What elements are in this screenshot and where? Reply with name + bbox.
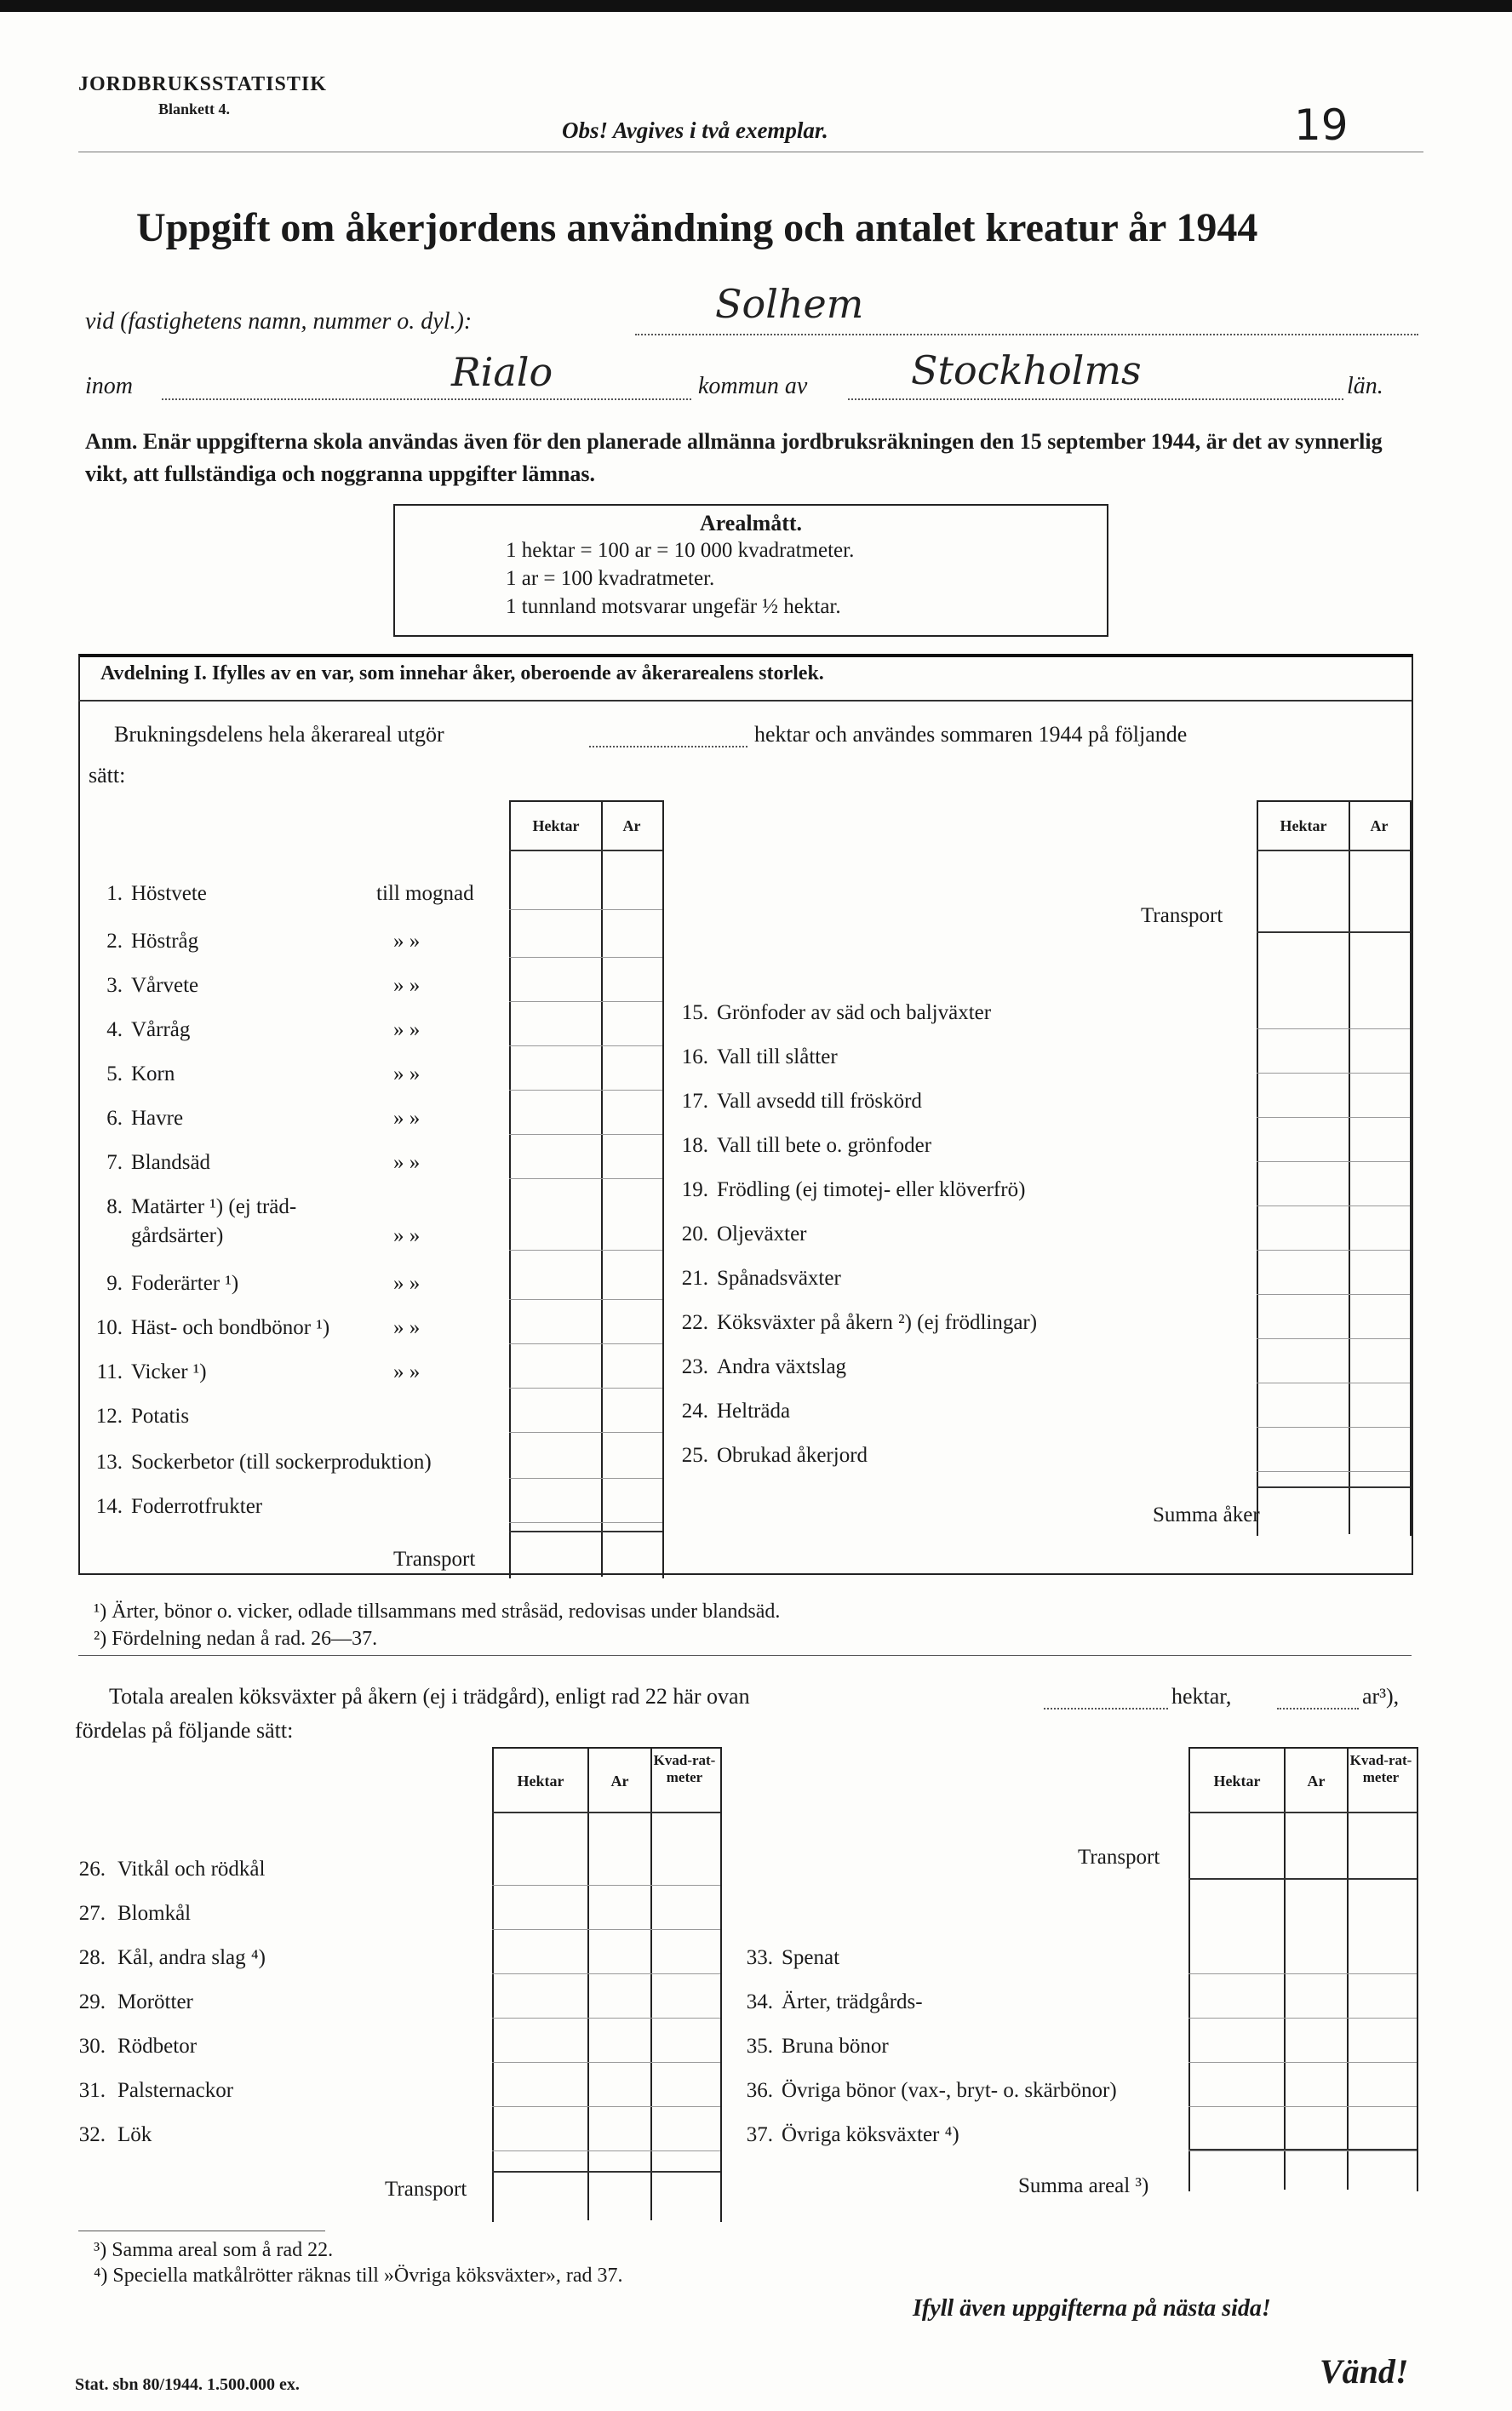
row-cell[interactable] <box>1257 1028 1410 1029</box>
section2-intro-hektar: hektar, <box>1171 1684 1232 1709</box>
year-prefix: 19 <box>1294 100 1349 150</box>
section2-intro-a: Totala arealen köksväxter på åkern (ej i trädgård), enligt rad 22 här ovan <box>109 1684 750 1709</box>
section1-heading: Avdelning I. Ifylles av en var, som innehar åker, oberoende av åkerarealens storlek. <box>100 662 824 684</box>
property-label: vid (fastighetens namn, nummer o. dyl.): <box>85 308 472 335</box>
row-number: 17. <box>681 1090 708 1113</box>
row-label: Blomkål <box>117 1902 192 1925</box>
row-cell[interactable] <box>1257 1427 1410 1428</box>
row-label: Matärter ¹) (ej träd- <box>131 1195 297 1218</box>
row-number: 4. <box>106 1018 123 1041</box>
row-cell[interactable] <box>492 2062 720 2063</box>
col-hektar: Hektar <box>532 817 580 834</box>
s2-summa-label: Summa areal ³) <box>1018 2174 1149 2197</box>
row-cell[interactable] <box>509 1432 662 1433</box>
row-number: 7. <box>106 1151 123 1174</box>
row-label: Potatis <box>131 1405 190 1428</box>
top-border <box>0 0 1512 12</box>
left-transport-label: Transport <box>393 1548 476 1571</box>
row-number: 24. <box>681 1400 708 1423</box>
section1-intro-b: hektar och användes sommaren 1944 på följande <box>754 722 1188 747</box>
row-cell[interactable] <box>1188 2062 1417 2063</box>
row-number: 35. <box>746 2035 773 2058</box>
row-label: Obrukad åkerjord <box>717 1444 868 1467</box>
form-series: JORDBRUKSSTATISTIK <box>78 73 327 95</box>
kommun-value[interactable]: Rialo <box>451 349 553 395</box>
s2-col-ar: Ar <box>610 1772 629 1790</box>
row-label: Helträda <box>717 1400 791 1423</box>
row-note: till mognad <box>376 882 474 905</box>
s2-right-transport: Transport <box>1078 1846 1160 1869</box>
row-label: Vitkål och rödkål <box>117 1858 266 1881</box>
row-label: Vall till bete o. grönfoder <box>717 1134 932 1157</box>
row-label: Spånadsväxter <box>717 1267 841 1290</box>
row-label: Vicker ¹) <box>131 1360 207 1383</box>
row-cell[interactable] <box>1257 1161 1410 1162</box>
row-cell[interactable] <box>1188 1973 1417 1974</box>
row-note: » » <box>393 1224 421 1247</box>
row-number: 14. <box>95 1495 123 1518</box>
row-label-cont: gårdsärter) <box>131 1224 224 1247</box>
row-note: » » <box>393 1107 421 1130</box>
row-label: Vall till slåtter <box>717 1045 838 1068</box>
row-number: 28. <box>78 1946 106 1969</box>
row-number: 20. <box>681 1223 708 1246</box>
row-cell[interactable] <box>492 1929 720 1930</box>
row-cell[interactable] <box>492 1885 720 1886</box>
turn-note: Vänd! <box>1320 2352 1409 2391</box>
row-number: 27. <box>78 1902 106 1925</box>
footnote-3: ³) Samma areal som å rad 22. <box>94 2239 334 2261</box>
row-label: Grönfoder av säd och baljväxter <box>717 1001 992 1024</box>
row-label: Kål, andra slag ⁴) <box>117 1946 266 1969</box>
summa-aker-label: Summa åker <box>1153 1503 1260 1526</box>
fill-next-note: Ifyll även uppgifterna på nästa sida! <box>913 2295 1271 2322</box>
row-cell[interactable] <box>492 1973 720 1974</box>
s2-col-hektar: Hektar <box>517 1772 564 1790</box>
row-label: Ärter, trädgårds- <box>782 1990 923 2013</box>
footnote-4: ⁴) Speciella matkålrötter räknas till »Övriga köksväxter», rad 37. <box>94 2265 623 2287</box>
obs-note: Obs! Avgives i två exemplar. <box>562 117 828 143</box>
page-title: Uppgift om åkerjordens användning och antalet kreatur år 1944 <box>136 205 1258 250</box>
s2-col-kvm: Kvad-rat-meter <box>1349 1752 1412 1785</box>
row-label: Foderärter ¹) <box>131 1272 239 1295</box>
row-cell[interactable] <box>509 1178 662 1179</box>
section1-frame <box>78 654 1413 1575</box>
row-label: Rödbetor <box>117 2035 198 2058</box>
row-note: » » <box>393 1272 421 1295</box>
row-number: 31. <box>78 2079 106 2102</box>
row-note: » » <box>393 1360 421 1383</box>
row-cell[interactable] <box>1188 2018 1417 2019</box>
row-label: Oljeväxter <box>717 1223 807 1246</box>
row-number: 9. <box>106 1272 123 1295</box>
row-number: 5. <box>106 1062 123 1085</box>
row-number: 10. <box>95 1316 123 1339</box>
row-number: 3. <box>106 974 123 997</box>
row-cell[interactable] <box>509 1388 662 1389</box>
section2-intro-b: fördelas på följande sätt: <box>75 1718 294 1743</box>
row-number: 34. <box>746 1990 773 2013</box>
right-table-grid <box>1257 800 1412 1536</box>
form-number: Blankett 4. <box>158 100 231 117</box>
row-label: Höstråg <box>131 930 199 953</box>
row-number: 2. <box>106 930 123 953</box>
areal-title: Arealmått. <box>699 511 803 535</box>
row-cell[interactable] <box>1257 1250 1410 1251</box>
row-label: Höstvete <box>131 882 207 905</box>
left-table-grid <box>509 800 664 1578</box>
row-label: Korn <box>131 1062 175 1085</box>
row-number: 37. <box>746 2123 773 2146</box>
row-cell[interactable] <box>509 1090 662 1091</box>
row-label: Köksväxter på åkern ²) (ej frödlingar) <box>717 1311 1038 1334</box>
row-label: Bruna bönor <box>782 2035 889 2058</box>
row-cell[interactable] <box>509 1522 662 1523</box>
row-number: 1. <box>106 882 123 905</box>
row-label: Spenat <box>782 1946 840 1969</box>
row-cell[interactable] <box>509 1045 662 1046</box>
anm-note: Anm. Enär uppgifterna skola användas även för den planerade allmänna jordbruksräkningen den 15 september 1944, är det av synnerlig vikt, att fullständiga och noggranna uppgifter lämnas. <box>85 429 1383 486</box>
row-number: 16. <box>681 1045 708 1068</box>
areal-line: 1 ar = 100 kvadratmeter. <box>506 567 715 590</box>
section1-intro-c: sätt: <box>89 763 126 787</box>
row-number: 19. <box>681 1178 708 1201</box>
row-label: Palsternackor <box>117 2079 234 2102</box>
row-label: Blandsäd <box>131 1151 211 1174</box>
property-value[interactable]: Solhem <box>715 281 864 327</box>
row-cell[interactable] <box>509 1001 662 1002</box>
row-label: Morötter <box>117 1990 193 2013</box>
row-note: » » <box>393 930 421 953</box>
lan-value[interactable]: Stockholms <box>911 347 1142 393</box>
row-note: » » <box>393 1316 421 1339</box>
row-number: 11. <box>96 1360 123 1383</box>
s2-right-grid <box>1188 1747 1418 2191</box>
col-ar: Ar <box>1370 817 1389 834</box>
row-note: » » <box>393 974 421 997</box>
row-number: 12. <box>95 1405 123 1428</box>
row-cell[interactable] <box>1257 1471 1410 1472</box>
row-note: » » <box>393 1062 421 1085</box>
row-cell[interactable] <box>1188 2106 1417 2107</box>
row-number: 13. <box>95 1451 123 1474</box>
row-label: Vårråg <box>131 1018 191 1041</box>
row-label: Vall avsedd till fröskörd <box>717 1090 922 1113</box>
row-cell[interactable] <box>509 1134 662 1135</box>
row-label: Övriga bönor (vax-, bryt- o. skärbönor) <box>782 2079 1117 2102</box>
row-number: 29. <box>78 1990 106 2013</box>
kommun-label: kommun av <box>698 373 808 399</box>
row-cell[interactable] <box>509 1343 662 1344</box>
row-label: Lök <box>117 2123 152 2146</box>
areal-box <box>393 504 1108 637</box>
row-cell[interactable] <box>509 909 662 910</box>
s2-col-ar: Ar <box>1307 1772 1326 1790</box>
row-label: Sockerbetor (till sockerproduktion) <box>131 1451 432 1474</box>
row-number: 21. <box>681 1267 708 1290</box>
row-number: 33. <box>746 1946 773 1969</box>
row-label: Häst- och bondbönor ¹) <box>131 1316 330 1339</box>
row-number: 23. <box>681 1355 708 1378</box>
print-info: Stat. sbn 80/1944. 1.500.000 ex. <box>75 2375 300 2394</box>
row-cell[interactable] <box>509 957 662 958</box>
lan-label: län. <box>1347 373 1383 399</box>
s2-left-transport: Transport <box>385 2178 467 2201</box>
row-cell[interactable] <box>509 1478 662 1479</box>
row-label: Övriga köksväxter ⁴) <box>782 2123 959 2146</box>
row-cell[interactable] <box>1257 1073 1410 1074</box>
areal-line: 1 tunnland motsvarar ungefär ½ hektar. <box>506 595 841 618</box>
row-cell[interactable] <box>492 2106 720 2107</box>
row-number: 18. <box>681 1134 708 1157</box>
row-label: Vårvete <box>131 974 199 997</box>
row-label: Andra växtslag <box>717 1355 847 1378</box>
footnote-2: ²) Fördelning nedan å rad. 26—37. <box>94 1628 378 1650</box>
row-cell[interactable] <box>1188 2150 1417 2151</box>
row-number: 22. <box>681 1311 708 1334</box>
s2-col-hektar: Hektar <box>1213 1772 1261 1790</box>
inom-label: inom <box>85 373 133 399</box>
footnote-1: ¹) Ärter, bönor o. vicker, odlade tillsammans med stråsäd, redovisas under blandsäd. <box>94 1601 781 1623</box>
areal-line: 1 hektar = 100 ar = 10 000 kvadratmeter. <box>506 539 855 562</box>
row-number: 8. <box>106 1195 123 1218</box>
row-number: 15. <box>681 1001 708 1024</box>
row-cell[interactable] <box>1257 1294 1410 1295</box>
row-cell[interactable] <box>492 2018 720 2019</box>
row-number: 26. <box>78 1858 106 1881</box>
section1-intro-a: Brukningsdelens hela åkerareal utgör <box>114 722 444 747</box>
row-label: Frödling (ej timotej- eller klöverfrö) <box>717 1178 1026 1201</box>
s2-col-kvm: Kvad-rat-meter <box>653 1752 716 1785</box>
right-transport-label: Transport <box>1141 904 1223 927</box>
row-cell[interactable] <box>509 1299 662 1300</box>
row-label: Foderrotfrukter <box>131 1495 263 1518</box>
row-cell[interactable] <box>509 1250 662 1251</box>
row-number: 32. <box>78 2123 106 2146</box>
row-cell[interactable] <box>1257 1117 1410 1118</box>
row-note: » » <box>393 1151 421 1174</box>
row-number: 25. <box>681 1444 708 1467</box>
row-note: » » <box>393 1018 421 1041</box>
col-hektar: Hektar <box>1280 817 1327 834</box>
row-number: 36. <box>746 2079 773 2102</box>
row-number: 6. <box>106 1107 123 1130</box>
row-label: Havre <box>131 1107 184 1130</box>
row-number: 30. <box>78 2035 106 2058</box>
col-ar: Ar <box>622 817 641 834</box>
section2-intro-ar: ar³), <box>1362 1684 1400 1709</box>
row-cell[interactable] <box>1257 1338 1410 1339</box>
row-cell[interactable] <box>492 2150 720 2151</box>
